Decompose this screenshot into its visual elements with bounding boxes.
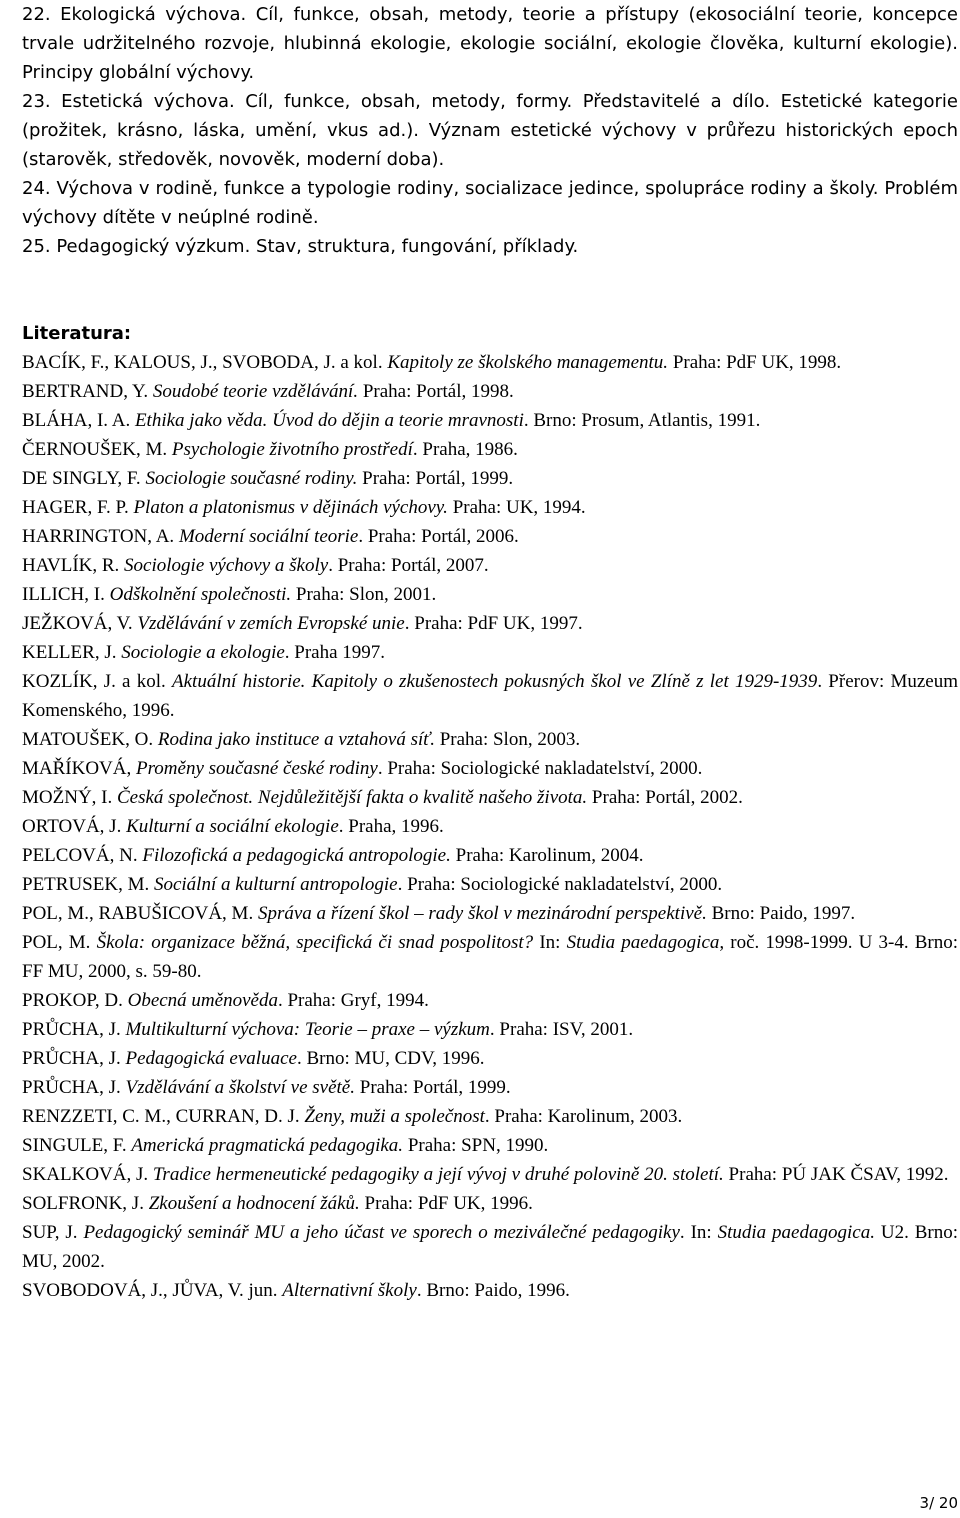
reference-text: . In: xyxy=(679,1222,718,1243)
reference-text: ILLICH, I. xyxy=(22,584,110,605)
reference-title: Proměny současné české rodiny xyxy=(136,758,378,779)
reference-text: HAVLÍK, R. xyxy=(22,555,125,576)
topic-24: 24. Výchova v rodině, funkce a typologie rodiny, socializace jedince, spolupráce rodiny a školy. Problém výchovy dítěte v neúplné rodině. xyxy=(22,178,958,228)
reference-text: In: xyxy=(533,932,567,953)
reference-item xyxy=(22,638,958,667)
topic-25: 25. Pedagogický výzkum. Stav, struktura, fungování, příklady. xyxy=(22,236,579,257)
reference-title: Alternativní školy xyxy=(282,1280,417,1301)
reference-text: SINGULE, F. xyxy=(22,1135,132,1156)
reference-text: . Praha, 1996. xyxy=(338,816,444,837)
reference-item xyxy=(22,667,958,725)
reference-item xyxy=(22,986,958,1015)
reference-title: Česká společnost. Nejdůležitější fakta o kvalitě našeho života. xyxy=(117,787,588,808)
reference-item xyxy=(22,725,958,754)
topic-23: 23. Estetická výchova. Cíl, funkce, obsah, metody, formy. Představitelé a dílo. Estetické kategorie (prožitek, krásno, láska, umění, vkus ad.). Význam estetické výchovy v průřezu historických epoch (starověk, středověk, novověk, moderní doba). xyxy=(22,91,958,170)
reference-title: Rodina jako instituce a vztahová síť. xyxy=(157,729,435,750)
reference-item xyxy=(22,377,958,406)
reference-title: Moderní sociální teorie xyxy=(178,526,359,547)
reference-text: PROKOP, D. xyxy=(22,990,128,1011)
reference-title: Psychologie životního prostředí xyxy=(171,439,413,460)
literature-heading: Literatura: xyxy=(22,323,132,344)
reference-title: Vzdělávání v zemích Evropské unie xyxy=(137,613,405,634)
reference-item xyxy=(22,435,958,464)
reference-text: . Praha: Portál, 2007. xyxy=(328,555,489,576)
reference-text: roč. 1998-1999. U 3-4. Brno: FF MU, 2000, s. 59-80. xyxy=(22,932,958,982)
reference-item xyxy=(22,783,958,812)
reference-item xyxy=(22,1015,958,1044)
reference-item xyxy=(22,580,958,609)
reference-title: Sociologie výchovy a školy xyxy=(124,555,329,576)
reference-text: U2. Brno: MU, 2002. xyxy=(22,1222,959,1272)
reference-text: MOŽNÝ, I. xyxy=(22,787,117,808)
reference-item xyxy=(22,1160,958,1189)
reference-text: MAŘÍKOVÁ, xyxy=(22,758,136,779)
reference-title: Studia paedagogica. xyxy=(717,1222,875,1243)
reference-title: Zkoušení a hodnocení žáků. xyxy=(148,1193,360,1214)
reference-text: POL, M. xyxy=(22,932,97,953)
reference-title: Vzdělávání a školství ve světě. xyxy=(125,1077,355,1098)
reference-item xyxy=(22,812,958,841)
reference-text: MATOUŠEK, O. xyxy=(22,729,158,750)
reference-text: KOZLÍK, J. a kol. xyxy=(22,671,172,692)
reference-text: Praha: UK, 1994. xyxy=(447,497,586,518)
reference-title: Úvod do dějin a teorie mravnosti xyxy=(272,410,524,431)
exam-topics-list xyxy=(22,0,958,261)
reference-text: . Praha 1997. xyxy=(284,642,386,663)
reference-item xyxy=(22,1218,958,1276)
reference-item xyxy=(22,522,958,551)
reference-text: BLÁHA, I. A. xyxy=(22,410,135,431)
topic-22: 22. Ekologická výchova. Cíl, funkce, obsah, metody, teorie a přístupy (ekosociální teorie, koncepce trvale udržitelného rozvoje, hlubinná ekologie, ekologie sociální, ekologie člověka, kulturní ekologie). Principy globální výchovy. xyxy=(22,4,958,83)
reference-item xyxy=(22,1276,958,1305)
reference-text: SVOBODOVÁ, J., JŮVA, V. jun. xyxy=(22,1280,283,1301)
reference-item xyxy=(22,1044,958,1073)
reference-text: . Brno: Paido, 1996. xyxy=(416,1280,570,1301)
reference-text: BACÍK, F., KALOUS, J., SVOBODA, J. a kol. xyxy=(22,352,388,373)
reference-title: Studia paedagogica, xyxy=(566,932,725,953)
reference-text: . Praha: Gryf, 1994. xyxy=(277,990,429,1011)
reference-item xyxy=(22,1131,958,1160)
reference-title: Ethika jako věda. xyxy=(134,410,268,431)
document-page xyxy=(22,0,958,1305)
reference-text: Praha: Portál, 1999. xyxy=(355,1077,511,1098)
reference-text: . Praha: Sociologické nakladatelství, 2000. xyxy=(377,758,703,779)
reference-title: Filozofická a pedagogická antropologie. xyxy=(142,845,451,866)
reference-title: Aktuální historie. Kapitoly o zkušenostech pokusných škol ve Zlíně z let 1929-1939 xyxy=(172,671,818,692)
reference-text: POL, M., RABUŠICOVÁ, M. xyxy=(22,903,258,924)
reference-title: Kulturní a sociální ekologie xyxy=(126,816,339,837)
reference-text: Praha: Karolinum, 2004. xyxy=(450,845,644,866)
reference-text: SOLFRONK, J. xyxy=(22,1193,149,1214)
reference-text: Praha: Slon, 2001. xyxy=(291,584,437,605)
reference-text: Praha: PdF UK, 1998. xyxy=(668,352,842,373)
reference-title: Správa a řízení škol – rady škol v mezinárodní perspektivě. xyxy=(257,903,707,924)
reference-text: . Brno: Prosum, Atlantis, 1991. xyxy=(523,410,761,431)
reference-item xyxy=(22,841,958,870)
reference-text: Praha: Portál, 1998. xyxy=(358,381,514,402)
reference-item xyxy=(22,1073,958,1102)
reference-title: Pedagogický seminář MU a jeho účast ve sporech o meziválečné pedagogiky xyxy=(83,1222,680,1243)
reference-text: DE SINGLY, F. xyxy=(22,468,146,489)
reference-item xyxy=(22,609,958,638)
reference-text: Praha: Portál, 1999. xyxy=(357,468,514,489)
reference-item xyxy=(22,348,958,377)
page-number: 3/ 20 xyxy=(919,1494,958,1512)
reference-text: . Praha: Karolinum, 2003. xyxy=(484,1106,683,1127)
reference-title: Tradice hermeneutické pedagogiky a její vývoj v druhé polovině 20. století. xyxy=(152,1164,724,1185)
reference-text: PETRUSEK, M. xyxy=(22,874,154,895)
reference-text: HAGER, F. P. xyxy=(22,497,134,518)
reference-title: Platon a platonismus v dějinách výchovy. xyxy=(133,497,448,518)
reference-text: ČERNOUŠEK, M. xyxy=(22,439,172,460)
reference-item xyxy=(22,1189,958,1218)
reference-title: Pedagogická evaluace xyxy=(125,1048,297,1069)
reference-title: Americká pragmatická pedagogika. xyxy=(131,1135,404,1156)
reference-text: Praha: PÚ JAK ČSAV, 1992. xyxy=(723,1164,949,1185)
reference-text: . Přerov: Muzeum Komenského, 1996. xyxy=(22,671,958,721)
reference-text: HARRINGTON, A. xyxy=(22,526,179,547)
reference-item xyxy=(22,493,958,522)
reference-text: Praha: PdF UK, 1996. xyxy=(359,1193,533,1214)
reference-text: Brno: Paido, 1997. xyxy=(706,903,856,924)
reference-text: KELLER, J. xyxy=(22,642,122,663)
reference-text: Praha: Slon, 2003. xyxy=(434,729,581,750)
reference-title: Kapitoly ze školského managementu. xyxy=(387,352,669,373)
section-gap xyxy=(22,261,958,319)
reference-title: Škola: organizace běžná, specifická či snad pospolitost? xyxy=(96,932,534,953)
reference-text: ORTOVÁ, J. xyxy=(22,816,127,837)
reference-text: PRŮCHA, J. xyxy=(22,1077,126,1098)
reference-title: Sociální a kulturní antropologie xyxy=(153,874,398,895)
reference-title: Soudobé teorie vzdělávání. xyxy=(152,381,359,402)
reference-title: Multikulturní výchova: Teorie – praxe – výzkum xyxy=(125,1019,490,1040)
reference-title: Sociologie současné rodiny. xyxy=(145,468,358,489)
reference-title: Ženy, muži a společnost xyxy=(304,1106,485,1127)
reference-text: Praha: Portál, 2002. xyxy=(587,787,743,808)
reference-text: BERTRAND, Y. xyxy=(22,381,153,402)
reference-item xyxy=(22,406,958,435)
reference-item xyxy=(22,899,958,928)
reference-text: . Praha: Portál, 2006. xyxy=(358,526,519,547)
reference-text: . Praha: PdF UK, 1997. xyxy=(404,613,583,634)
reference-list xyxy=(22,348,958,1305)
reference-text: PRŮCHA, J. xyxy=(22,1048,126,1069)
reference-text: . Brno: MU, CDV, 1996. xyxy=(296,1048,485,1069)
reference-text: . Praha, 1986. xyxy=(412,439,518,460)
reference-item xyxy=(22,754,958,783)
reference-text: SKALKOVÁ, J. xyxy=(22,1164,153,1185)
reference-text: Praha: SPN, 1990. xyxy=(403,1135,549,1156)
reference-text: SUP, J. xyxy=(22,1222,84,1243)
reference-title: Sociologie a ekologie xyxy=(121,642,285,663)
reference-title: Obecná uměnověda xyxy=(127,990,278,1011)
reference-text: RENZZETI, C. M., CURRAN, D. J. xyxy=(22,1106,305,1127)
reference-title: Odškolnění společnosti. xyxy=(109,584,292,605)
reference-text: JEŽKOVÁ, V. xyxy=(22,613,138,634)
reference-text: PELCOVÁ, N. xyxy=(22,845,143,866)
reference-item xyxy=(22,551,958,580)
reference-text: PRŮCHA, J. xyxy=(22,1019,126,1040)
reference-item xyxy=(22,870,958,899)
reference-item xyxy=(22,464,958,493)
reference-item xyxy=(22,1102,958,1131)
reference-item xyxy=(22,928,958,986)
reference-text: . Praha: ISV, 2001. xyxy=(489,1019,634,1040)
reference-text: . Praha: Sociologické nakladatelství, 2000. xyxy=(397,874,723,895)
